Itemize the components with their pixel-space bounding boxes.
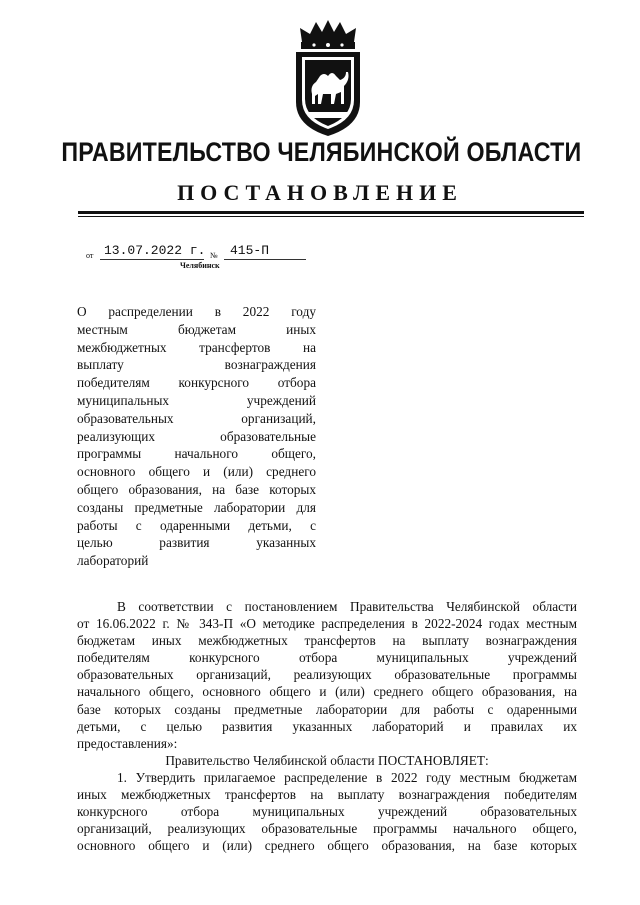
subject-line: созданы предметные лаборатории для xyxy=(77,499,316,515)
subject-line: работы с одаренными детьми, с xyxy=(77,517,316,533)
body-line: В соответствии с постановлением Правительства Челябинской области xyxy=(117,599,577,614)
number-underline xyxy=(224,259,306,260)
chelyabinsk-coat-of-arms-icon xyxy=(290,20,366,138)
subject-line: лабораторий xyxy=(77,553,149,569)
resolution-heading: Правительство Челябинской области ПОСТАНОВЛЯЕТ: xyxy=(165,752,489,768)
body-line: бюджетам иных межбюджетных трансфертов на выплату вознаграждения xyxy=(77,633,577,649)
subject-line: реализующих образовательные xyxy=(77,428,316,444)
document-subject xyxy=(77,303,316,570)
header-rule-thick xyxy=(78,211,584,214)
body-line: основного общего и (или) среднего общего образования, на базе которых xyxy=(77,838,577,854)
subject-line: основного общего и (или) среднего xyxy=(77,464,316,480)
document-number: 415-П xyxy=(230,243,270,258)
body-line: от 16.06.2022 г. № 343-П «О методике распределения в 2022-2024 годах местным xyxy=(77,616,577,632)
subject-line: О распределении в 2022 году xyxy=(77,304,316,319)
subject-line: программы начального общего, xyxy=(77,446,316,462)
body-line: победителям конкурсного отбора муниципальных учреждений xyxy=(77,650,577,666)
document-reference xyxy=(86,243,316,261)
subject-line: целью развития указанных xyxy=(77,535,316,551)
document-date: 13.07.2022 г. xyxy=(104,243,206,258)
subject-line: общего образования, на базе которых xyxy=(77,481,316,497)
header-rule-thin xyxy=(78,216,584,217)
body-line: организаций, реализующих образовательные программы начального общего, xyxy=(77,821,577,837)
body-line: образовательных организаций, реализующих образовательные программы xyxy=(77,667,577,683)
subject-line: межбюджетных трансфертов на xyxy=(77,339,316,355)
document-body xyxy=(77,598,577,854)
subject-line: победителям конкурсного отбора xyxy=(77,375,316,391)
body-line: детьми, с целью развития указанных лабораторий и правилах их xyxy=(77,718,577,734)
date-underline xyxy=(100,259,204,260)
body-line: начального общего, основного общего и (или) среднего общего образования, на xyxy=(77,684,577,700)
subject-line: муниципальных учреждений xyxy=(77,392,316,408)
number-label: № xyxy=(210,251,218,260)
body-line: 1. Утвердить прилагаемое распределение в 2022 году местным бюджетам xyxy=(117,769,577,785)
body-line: базе которых созданы предметные лаборатории для работы с одаренными xyxy=(77,701,577,717)
subject-line: местным бюджетам иных xyxy=(77,321,316,337)
subject-line: выплату вознаграждения xyxy=(77,357,316,373)
subject-line: образовательных организаций, xyxy=(77,410,316,426)
city-name: Челябинск xyxy=(180,261,220,270)
document-type: ПОСТАНОВЛЕНИЕ xyxy=(177,180,463,205)
body-line: иных межбюджетных трансфертов на выплату вознаграждения победителям xyxy=(77,787,577,803)
body-line: конкурсного отбора муниципальных учреждений образовательных xyxy=(77,804,577,820)
date-label: от xyxy=(86,251,94,260)
government-title: ПРАВИТЕЛЬСТВО ЧЕЛЯБИНСКОЙ ОБЛАСТИ xyxy=(61,137,582,167)
body-line: предоставления»: xyxy=(77,735,178,751)
